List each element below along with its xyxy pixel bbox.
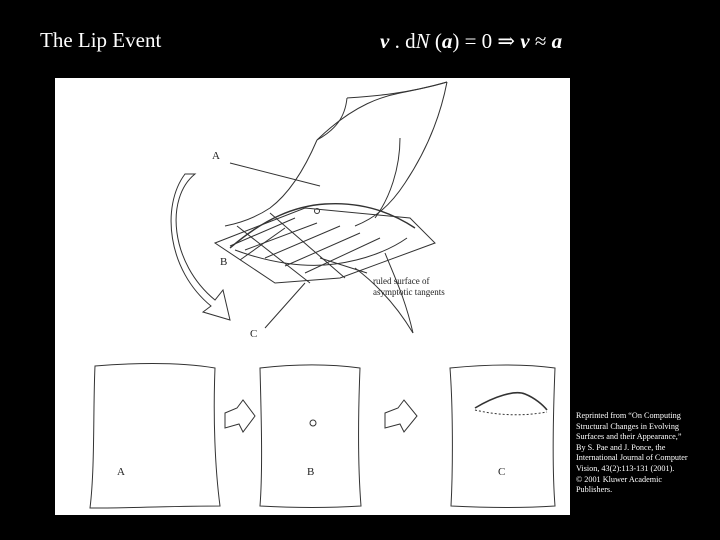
surface-c — [450, 365, 555, 508]
bottom-label-a: A — [117, 466, 125, 478]
formula-close-eq: ) = 0 ⇒ — [452, 29, 521, 53]
credit-line-1: Reprinted from “On Computing — [576, 411, 681, 420]
credit-line-3: Surfaces and their Appearance,” — [576, 432, 682, 442]
ruled-line-4 — [285, 233, 360, 266]
lip-curve — [230, 204, 415, 248]
surface-b — [260, 365, 361, 508]
formula-N: N — [415, 29, 430, 53]
surface-ridge — [225, 140, 317, 226]
bottom-label-b: B — [307, 466, 315, 478]
lip-curve-c — [475, 393, 547, 410]
slide-title: The Lip Event — [40, 28, 162, 52]
top-label-b: B — [220, 256, 228, 268]
lip-lower-curve — [235, 238, 407, 265]
formula-dot-d: . d — [389, 29, 416, 53]
credit-line-4: By S. Pae and J. Ponce, the — [576, 442, 666, 452]
figure-panel — [55, 78, 570, 515]
top-label-a: A — [212, 150, 220, 162]
upper-surface-edge — [317, 82, 447, 140]
formula-approx: ≈ — [529, 29, 552, 53]
leader-a — [230, 163, 320, 186]
back-wall — [375, 138, 400, 218]
surface-a — [90, 364, 220, 508]
top-label-c: C — [250, 328, 258, 340]
leader-b — [240, 228, 285, 260]
annotation-line-1: ruled surface of — [373, 276, 430, 286]
arrow-a-to-b — [225, 400, 255, 432]
formula-a-result: a — [551, 29, 563, 53]
lip-curve-c-dashed — [475, 410, 547, 415]
lip-point-b — [310, 420, 316, 426]
bottom-label-c: C — [498, 466, 506, 478]
lip-event-formula — [380, 29, 562, 54]
credit-line-2: Structural Changes in Evolving — [576, 421, 680, 431]
formula-v-result: v — [520, 29, 530, 53]
leader-c — [265, 283, 305, 328]
citation-credit — [576, 411, 716, 496]
arrow-b-to-c — [385, 400, 417, 432]
annotation-line-2: asymptotic tangents — [373, 287, 445, 297]
lip-event-diagram — [55, 78, 570, 515]
credit-line-5: International Journal of Computer — [576, 453, 688, 463]
credit-line-6: Vision, 43(2):113-131 (2001). — [576, 463, 675, 473]
ruled-cross-line-2 — [270, 213, 345, 278]
ruled-line-3 — [265, 226, 340, 258]
credit-line-8: Publishers. — [576, 485, 613, 495]
formula-open: ( — [429, 29, 442, 53]
credit-line-7: © 2001 Kluwer Academic — [576, 474, 663, 484]
ruled-surface-annotation — [373, 276, 445, 298]
upper-surface-left — [347, 82, 447, 98]
formula-v: v — [380, 29, 390, 53]
surface-right-fold — [355, 82, 447, 226]
formula-a: a — [441, 29, 453, 53]
leader-annotation — [320, 258, 367, 273]
